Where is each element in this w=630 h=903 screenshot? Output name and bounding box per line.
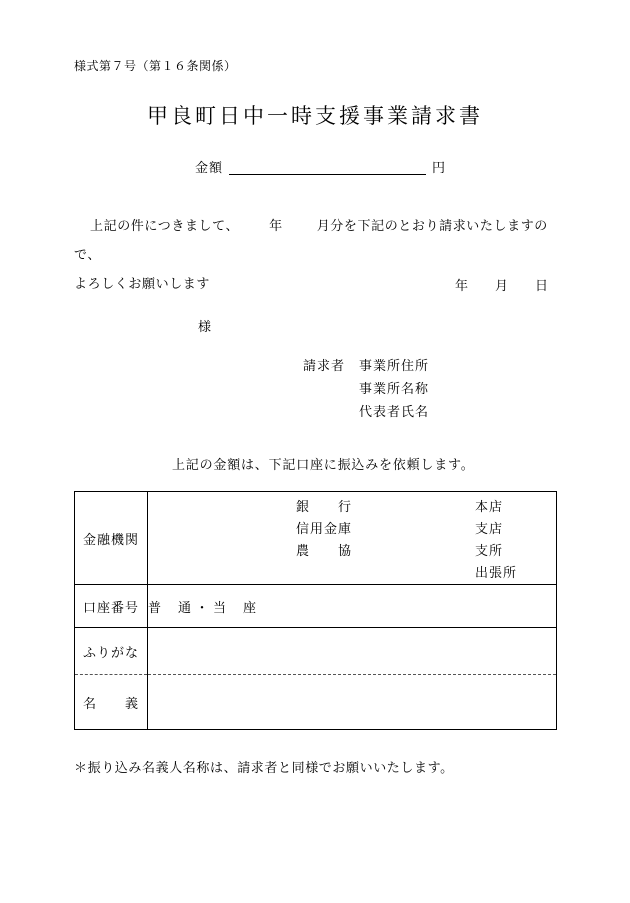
addressee-line: 様 xyxy=(198,319,213,334)
account-type-separator: ・ xyxy=(195,599,211,615)
table-row-account-number xyxy=(75,585,557,628)
branch-type-sub-branch[interactable]: 支所 xyxy=(475,543,504,558)
institution-type-bank[interactable]: 銀 行 xyxy=(296,499,353,514)
account-name-input[interactable] xyxy=(148,675,557,730)
table-row-institution xyxy=(75,492,557,585)
institution-type-shinkin[interactable]: 信用金庫 xyxy=(296,521,353,536)
date-year: 年 xyxy=(455,278,470,293)
biller-address: 事業所住所 xyxy=(359,358,430,373)
branch-type-branch[interactable]: 支店 xyxy=(475,521,504,536)
branch-type-field-office[interactable]: 出張所 xyxy=(475,565,518,580)
date-day: 日 xyxy=(535,278,550,293)
account-number-label: 口座番号 xyxy=(75,585,148,628)
amount-label: 金額 xyxy=(195,160,224,175)
amount-row xyxy=(195,157,445,176)
statement-part1: 上記の件につきまして、 xyxy=(90,218,240,233)
biller-label: 請求者 xyxy=(303,358,346,373)
statement-year: 年 xyxy=(269,218,283,233)
furigana-input[interactable] xyxy=(148,628,557,675)
account-name-label: 名 義 xyxy=(75,675,148,730)
institution-cell[interactable] xyxy=(148,492,557,585)
amount-input[interactable] xyxy=(229,159,426,175)
biller-representative: 代表者氏名 xyxy=(359,404,430,419)
biller-office-name: 事業所名称 xyxy=(359,381,430,396)
amount-unit: 円 xyxy=(431,160,445,175)
institution-label: 金融機関 xyxy=(75,492,148,585)
biller-block xyxy=(303,354,429,423)
footnote: ＊振り込み名義人名称は、請求者と同様でお願いいたします。 xyxy=(74,760,454,775)
form-code: 様式第７号（第１６条関係） xyxy=(74,59,237,73)
transfer-note: 上記の金額は、下記口座に振込みを依頼します。 xyxy=(172,457,475,472)
statement-line2: よろしくお願いします xyxy=(74,276,211,291)
account-type-cell[interactable] xyxy=(148,585,557,628)
date-line xyxy=(455,275,549,294)
bank-table xyxy=(74,491,557,730)
account-type-ordinary[interactable]: 普 通 xyxy=(148,599,194,615)
table-row-name xyxy=(75,675,557,730)
account-type-checking[interactable]: 当 座 xyxy=(213,599,259,615)
date-month: 月 xyxy=(495,278,510,293)
table-row-furigana xyxy=(75,628,557,675)
branch-type-head-office[interactable]: 本店 xyxy=(475,499,504,514)
page-title: 甲良町日中一時支援事業請求書 xyxy=(147,104,483,128)
statement-month: 月分を下記のとおり請求いたしますので、 xyxy=(74,218,548,262)
furigana-label: ふりがな xyxy=(75,628,148,675)
institution-type-nokyo[interactable]: 農 協 xyxy=(296,543,353,558)
